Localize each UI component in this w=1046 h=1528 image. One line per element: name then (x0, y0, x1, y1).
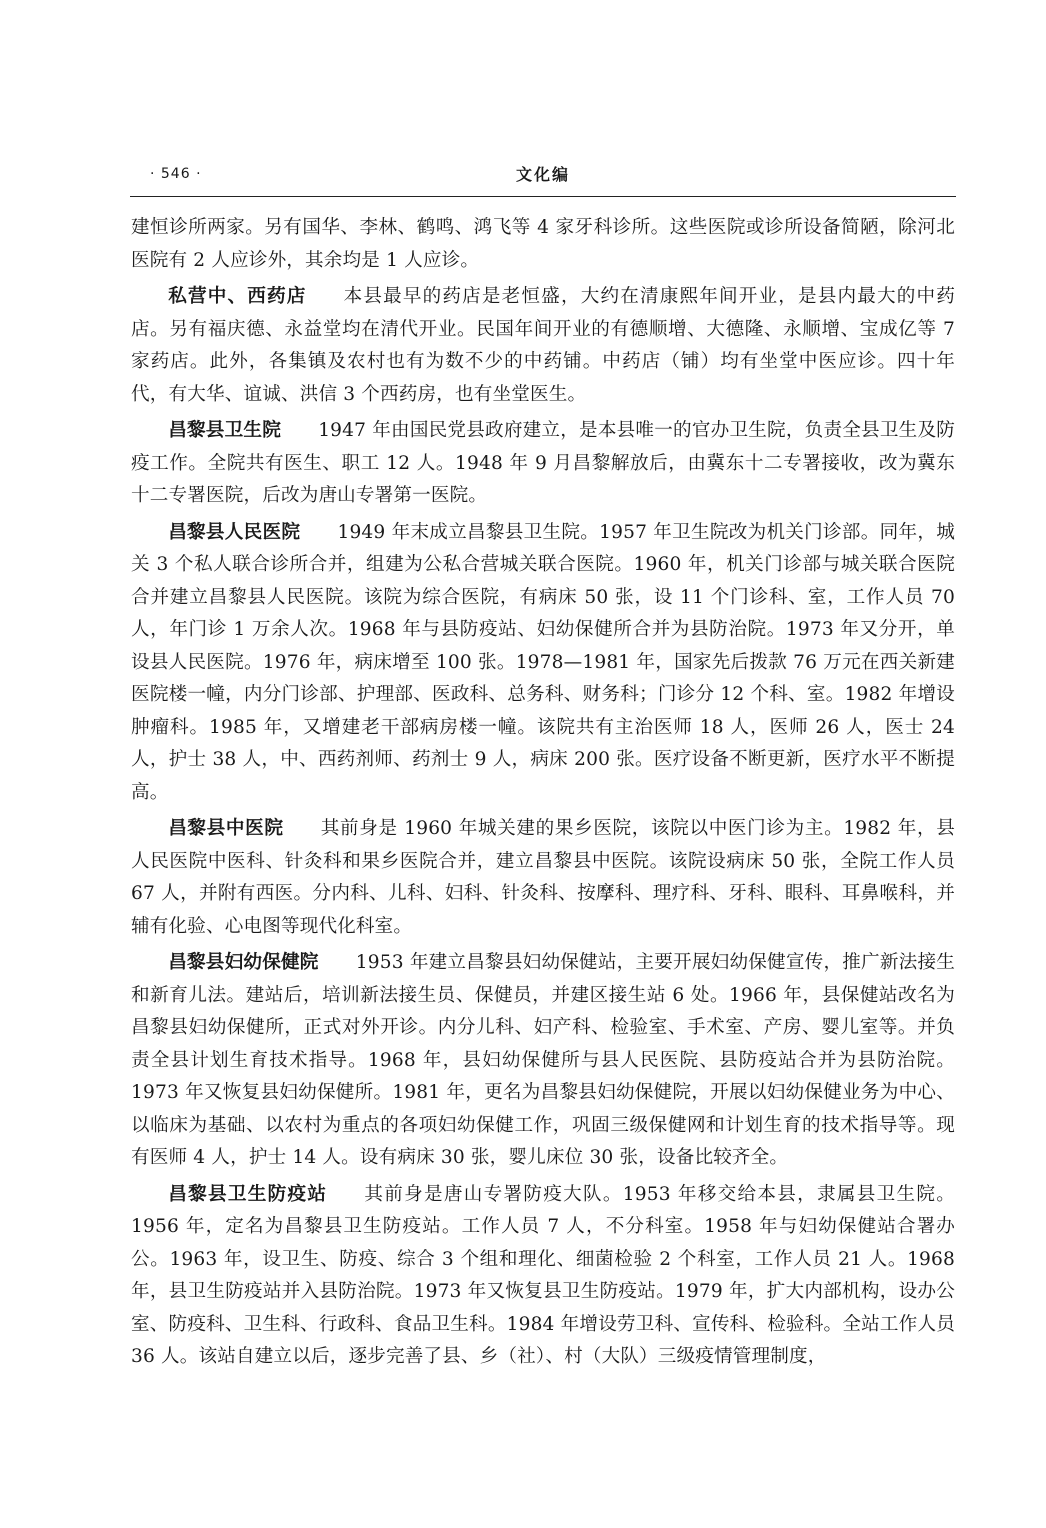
paragraph-tcm-hospital (131, 813, 955, 943)
paragraph-text: 其前身是 1960 年城关建的果乡医院，该院以中医门诊为主。1982 年，县人民医院中医科、针灸科和果乡医院合并，建立昌黎县中医院。该院设病床 50 张，全院工作人员 67 人，并附有西医。分内科、儿科、妇科、针灸科、按摩科、理疗科、牙科、眼科、耳鼻喉科，并辅有化验、心电图等现代化科室。 (131, 818, 955, 937)
section-heading: 昌黎县卫生院 (168, 420, 281, 441)
section-heading: 昌黎县卫生防疫站 (168, 1183, 328, 1205)
paragraph-text: 建恒诊所两家。另有国华、李林、鹤鸣、鸿飞等 4 家牙科诊所。这些医院或诊所设备简陋，除河北医院有 2 人应诊外，其余均是 1 人应诊。 (131, 217, 955, 271)
page-header (130, 160, 956, 190)
paragraph-text: 1949 年末成立昌黎县卫生院。1957 年卫生院改为机关门诊部。同年，城关 3 个私人联合诊所合并，组建为公私合营城关联合医院。1960 年，机关门诊部与城关联合医院合并建立昌黎县人民医院。该院为综合医院，有病床 50 张，设 11 个门诊科、室，工作人员 70 人，年门诊 1 万余人次。1968 年与县防疫站、妇幼保健所合并为县防治院。1973 年又分开，单设县人民医院。1976 年，病床增至 100 张。1978—1981 年，国家先后拨款 76 万元在西关新建医院楼一幢，内分门诊部、护理部、医政科、总务科、财务科；门诊分 12 个科、室。1982 年增设肿瘤科。1985 年，又增建老干部病房楼一幢。该院共有主治医师 18 人，医师 26 人，医士 24 人，护士 38 人，中、西药剂师、药剂士 9 人，病床 200 张。医疗设备不断更新，医疗水平不断提高。 (131, 521, 955, 803)
paragraph-text: 本县最早的药店是老恒盛，大约在清康熙年间开业，是县内最大的中药店。另有福庆德、永益堂均在清代开业。民国年间开业的有德顺增、大德隆、永顺增、宝成亿等 7 家药店。此外，各集镇及农村也有为数不少的中药铺。中药店（铺）均有坐堂中医应诊。四十年代，有大华、谊诚、洪信 3 个西药房，也有坐堂医生。 (131, 286, 955, 405)
paragraph-text: 其前身是唐山专署防疫大队。1953 年移交给本县，隶属县卫生院。1956 年，定名为昌黎县卫生防疫站。工作人员 7 人，不分科室。1958 年与妇幼保健站合署办公。1963 年，设卫生、防疫、综合 3 个组和理化、细菌检验 2 个科室，工作人员 21 人。1968 年，县卫生防疫站并入县防治院。1973 年又恢复县卫生防疫站。1979 年，扩大内部机构，设办公室、防疫科、卫生科、行政科、食品卫生科。1984 年增设劳卫科、宣传科、检验科。全站工作人员 36 人。该站自建立以后，逐步完善了县、乡（社）、村（大队）三级疫情管理制度， (131, 1183, 956, 1367)
paragraph-private-pharmacies (131, 281, 955, 411)
header-rule (130, 196, 956, 197)
paragraph-text: 1953 年建立昌黎县妇幼保健站，主要开展妇幼保健宣传，推广新法接生和新育儿法。建站后，培训新法接生员、保健员，并建区接生站 6 处。1966 年，县保健站改名为昌黎县妇幼保健所，正式对外开诊。内分儿科、妇产科、检验室、手术室、产房、婴儿室等。并负责全县计划生育技术指导。1968 年，县妇幼保健所与县人民医院、县防疫站合并为县防治院。1973 年又恢复县妇幼保健所。1981 年，更名为昌黎县妇幼保健院，开展以妇幼保健业务为中心、以临床为基础、以农村为重点的各项妇幼保健工作，巩固三级保健网和计划生育的技术指导等。现有医师 4 人，护士 14 人。设有病床 30 张，婴儿床位 30 张，设备比较齐全。 (131, 952, 956, 1168)
body-text (131, 212, 955, 1374)
paragraph-county-health-center (131, 415, 955, 513)
paragraph-epidemic-prevention-station (131, 1179, 955, 1374)
section-heading: 昌黎县中医院 (168, 818, 284, 839)
page-number: · 546 · (150, 166, 202, 182)
section-heading: 私营中、西药店 (168, 286, 307, 307)
section-heading: 昌黎县人民医院 (168, 521, 301, 543)
section-heading: 昌黎县妇幼保健院 (168, 952, 319, 973)
running-head: 文化编 (515, 165, 570, 184)
paragraph-text: 1947 年由国民党县政府建立，是本县唯一的官办卫生院，负责全县卫生及防疫工作。全院共有医生、职工 12 人。1948 年 9 月昌黎解放后，由冀东十二专署接收，改为冀东十二专署医院，后改为唐山专署第一医院。 (131, 420, 955, 506)
paragraph-continued (131, 212, 955, 277)
paragraph-maternal-child-hospital (131, 947, 955, 1175)
paragraph-peoples-hospital (131, 517, 955, 810)
